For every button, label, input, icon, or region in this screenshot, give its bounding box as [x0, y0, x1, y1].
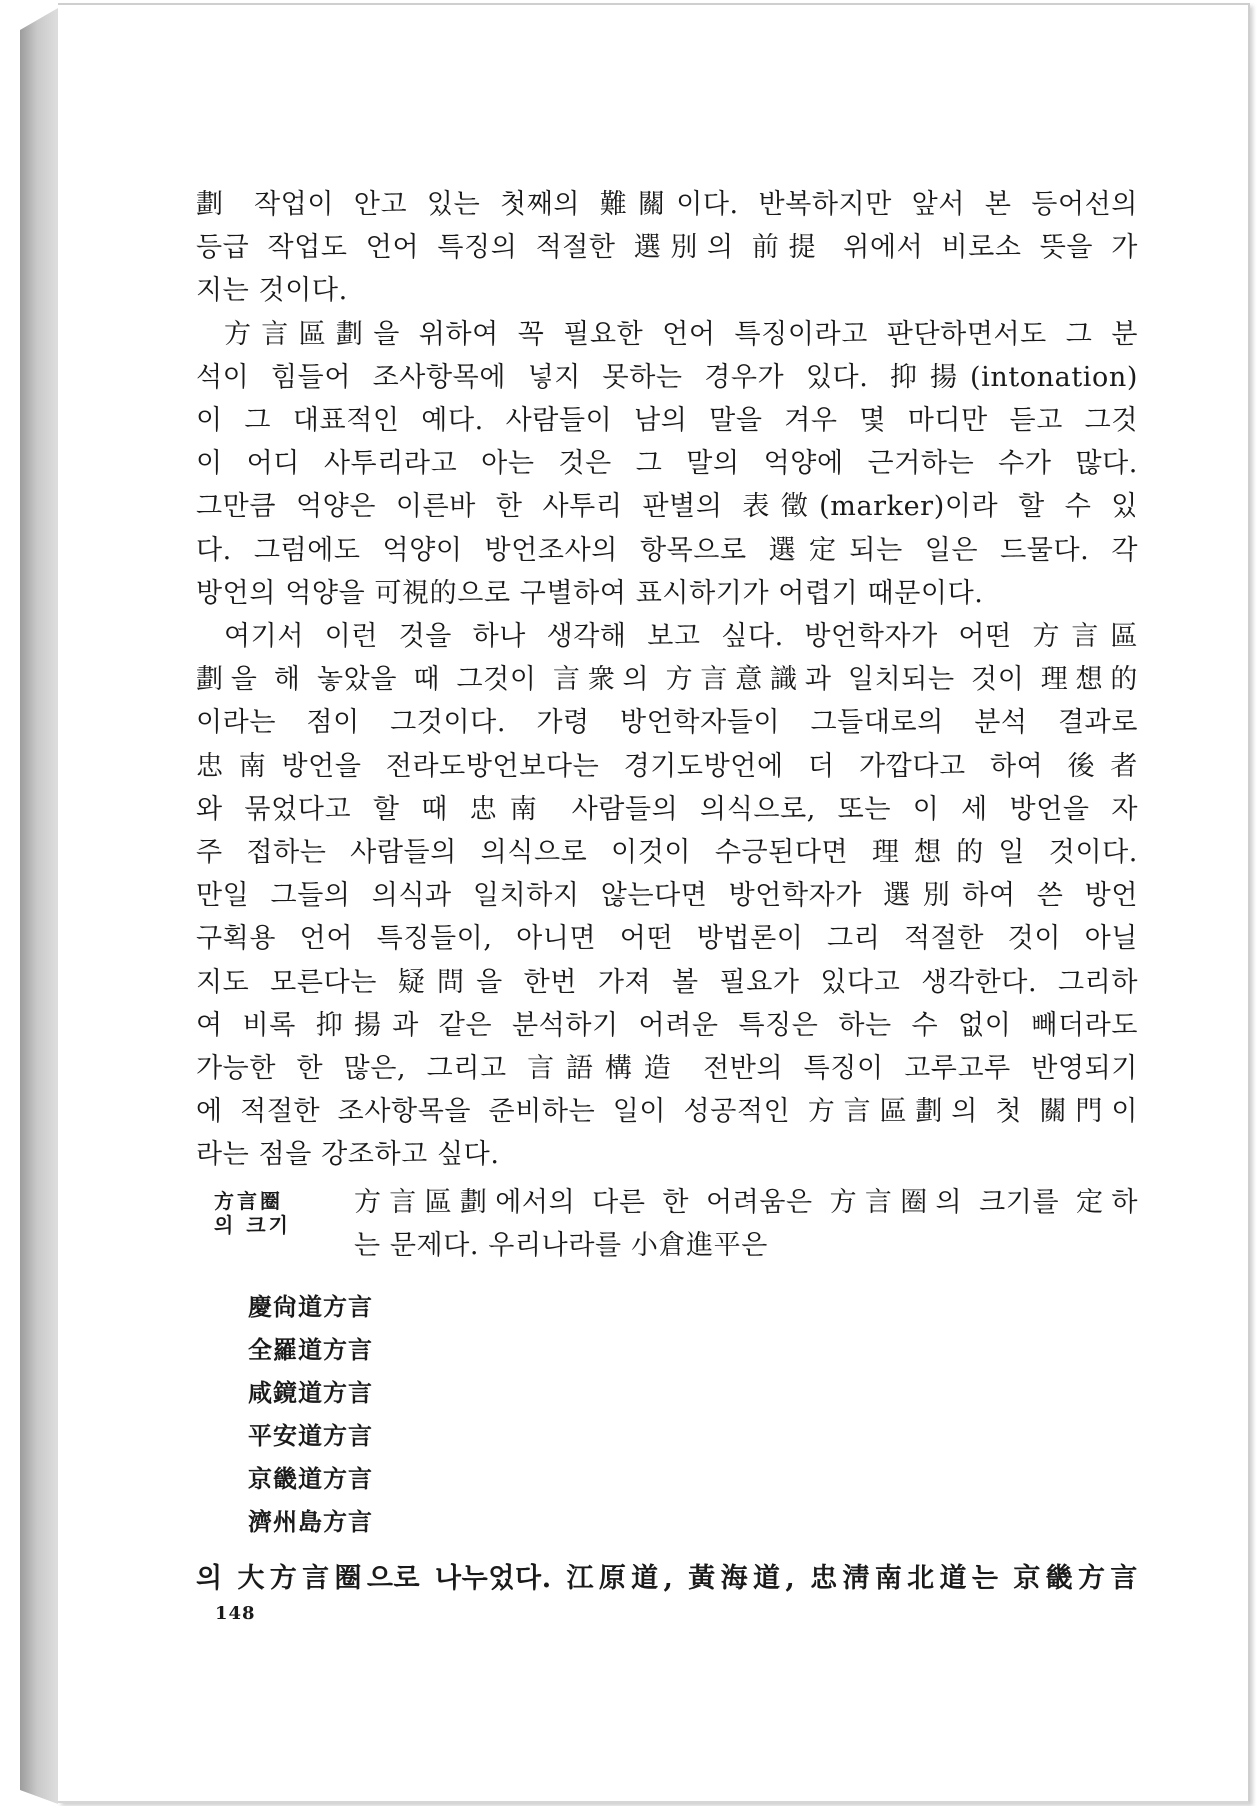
text-line: 지는 것이다.: [196, 275, 348, 307]
text-line: 이 그 대표적인 예다. 사람들이 남의 말을 겨우 몇 마디만 듣고 그것: [196, 405, 1138, 437]
text-line: 여기서 이런 것을 하나 생각해 보고 싶다. 방언학자가 어떤 方言區: [224, 621, 1138, 653]
paragraph-2: [196, 313, 1138, 615]
dialect-list-item: 濟州島方言: [248, 1506, 373, 1536]
text-line: 와 묶었다고 할 때 忠南 사람들의 의식으로, 또는 이 세 방언을 자: [196, 793, 1138, 825]
section-paragraph: [354, 1181, 1138, 1267]
marginal-heading-line: 의 크기: [214, 1212, 291, 1237]
dialect-list-item: 全羅道方言: [248, 1334, 373, 1364]
text-line: 방언의 억양을 可視的으로 구별하여 표시하기가 어렵기 때문이다.: [196, 577, 984, 609]
dialect-list-item: 慶尙道方言: [248, 1291, 373, 1321]
final-text-line: 의 大方言圈으로 나누었다. 江原道, 黃海道, 忠淸南北道는 京畿方言: [196, 1562, 1138, 1594]
text-line: 그만큼 억양은 이른바 한 사투리 판별의 表徵(marker)이라 할 수 있: [196, 491, 1138, 523]
book-spine: [20, 8, 58, 1804]
book-page: [58, 3, 1250, 1803]
text-line: 에 적절한 조사항목을 준비하는 일이 성공적인 方言區劃의 첫 關門이: [196, 1096, 1138, 1128]
text-line: 지도 모른다는 疑問을 한번 가져 볼 필요가 있다고 생각한다. 그리하: [196, 966, 1138, 998]
text-line: 劃을 해 놓았을 때 그것이 言衆의 方言意識과 일치되는 것이 理想的: [196, 664, 1138, 696]
text-line: 등급 작업도 언어 특징의 적절한 選別의 前提 위에서 비로소 뜻을 가: [196, 232, 1138, 264]
text-line: 이라는 점이 그것이다. 가령 방언학자들이 그들대로의 분석 결과로: [196, 707, 1138, 739]
page-number: 148: [215, 1603, 256, 1624]
text-line: 劃 작업이 안고 있는 첫째의 難關이다. 반복하지만 앞서 본 등어선의: [196, 189, 1138, 220]
marginal-heading-line: 方言圈: [214, 1188, 283, 1213]
text-line: 라는 점을 강조하고 싶다.: [196, 1139, 500, 1171]
paragraph-3: [196, 615, 1138, 1177]
text-line: 구획용 언어 특징들이, 아니면 어떤 방법론이 그리 적절한 것이 아닐: [196, 923, 1138, 955]
text-line: 忠南방언을 전라도방언보다는 경기도방언에 더 가깝다고 하여 後者: [196, 750, 1138, 782]
text-line: 석이 힘들어 조사항목에 넣지 못하는 경우가 있다. 抑揚(intonation): [196, 361, 1138, 393]
text-line: 이 어디 사투리라고 아는 것은 그 말의 억양에 근거하는 수가 많다.: [196, 448, 1138, 480]
dialect-list-item: 平安道方言: [248, 1420, 373, 1450]
dialect-list-item: 咸鏡道方言: [248, 1377, 373, 1407]
text-line: 주 접하는 사람들의 의식으로 이것이 수긍된다면 理想的일 것이다.: [196, 837, 1138, 869]
text-line: 만일 그들의 의식과 일치하지 않는다면 방언학자가 選別하여 쓴 방언: [196, 880, 1138, 912]
text-line: 가능한 한 많은, 그리고 言語構造 전반의 특징이 고루고루 반영되기: [196, 1053, 1138, 1085]
dialect-list-item: 京畿道方言: [248, 1463, 373, 1493]
dialect-list: [196, 1285, 1138, 1543]
text-line: 는 문제다. 우리나라를 小倉進平은: [354, 1229, 768, 1261]
text-line: 여 비록 抑揚과 같은 분석하기 어려운 특징은 하는 수 없이 빼더라도: [196, 1009, 1138, 1041]
marginal-heading: [214, 1189, 314, 1237]
page-body: [196, 183, 1138, 1600]
text-line: 方言區劃을 위하여 꼭 필요한 언어 특징이라고 판단하면서도 그 분: [224, 318, 1138, 350]
section-dialect-size: [196, 1181, 1138, 1271]
paragraph-1: [196, 183, 1138, 313]
text-line: 方言區劃에서의 다른 한 어려움은 方言圈의 크기를 定하: [354, 1186, 1138, 1218]
text-line: 다. 그럼에도 억양이 방언조사의 항목으로 選定되는 일은 드물다. 각: [196, 534, 1138, 566]
